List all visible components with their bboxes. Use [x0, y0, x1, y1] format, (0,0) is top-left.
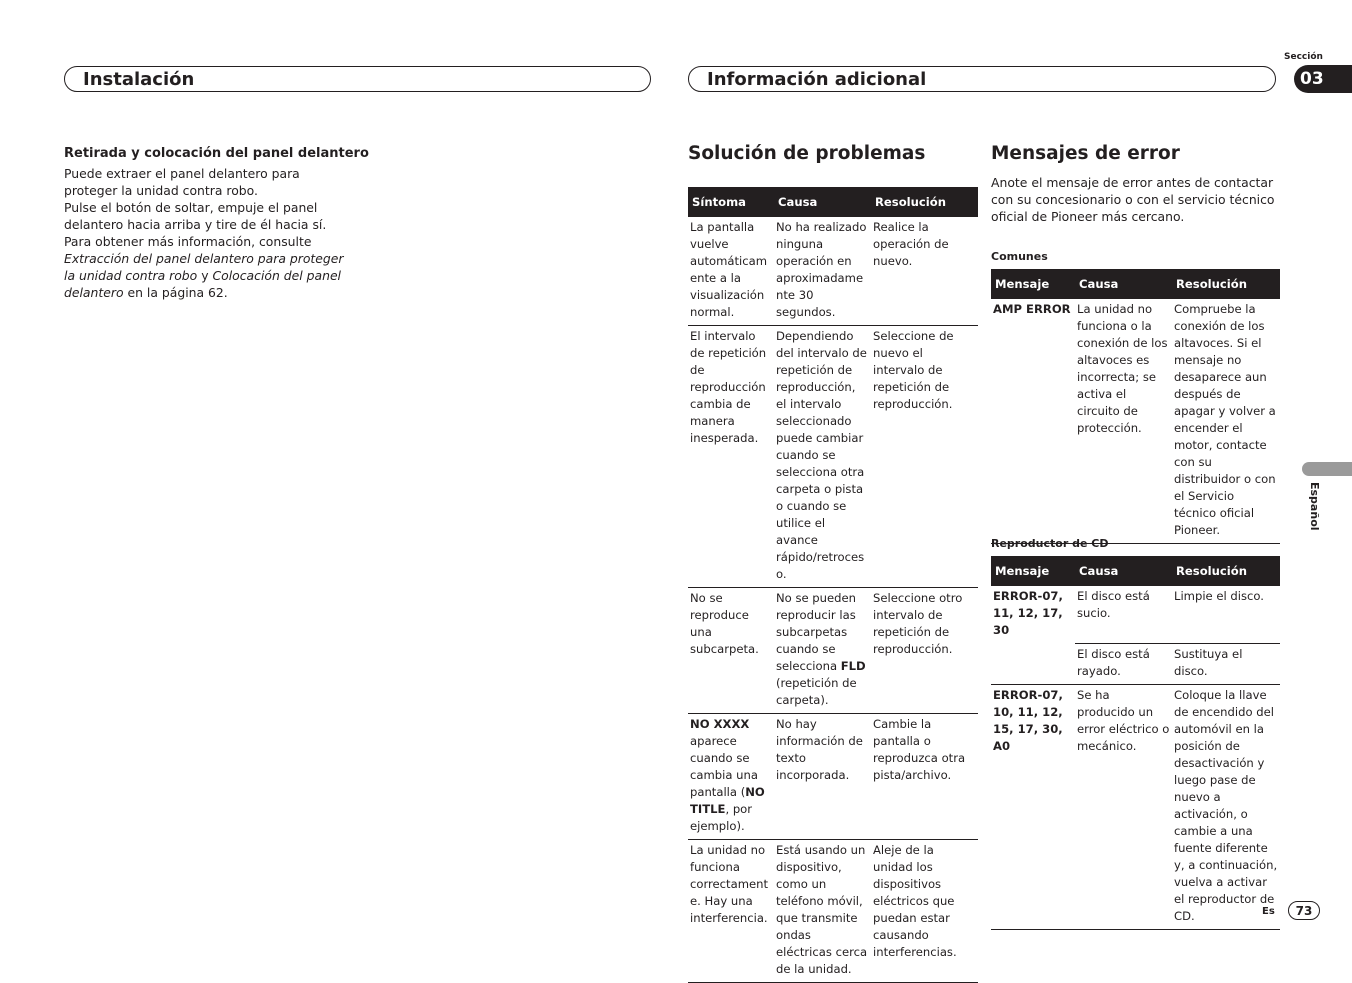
message-cell: ERROR-07, 11, 12, 17, 30	[993, 589, 1063, 637]
symptom-cell: El intervalo de repetición de reproducción cambia de manera inesperada.	[688, 326, 774, 588]
cause-text-a: No se pueden reproducir las subcarpetas cuando se selecciona	[776, 591, 856, 673]
troubleshooting-table	[688, 187, 978, 983]
link-extraccion[interactable]: Extracción del panel delantero para proteger la unidad contra robo	[64, 251, 344, 283]
common-errors-table	[991, 269, 1280, 544]
resolution-cell: Sustituya el disco.	[1172, 643, 1280, 684]
footer-language-code: Es	[1262, 906, 1275, 917]
page-number	[1288, 901, 1320, 920]
cause-cell: No hay información de texto incorporada.	[774, 714, 871, 840]
symptom-cell: La unidad no funciona correctamente. Hay una interferencia.	[688, 840, 774, 983]
cd-header-row	[991, 556, 1280, 586]
message-cell	[991, 643, 1075, 684]
resolution-cell: Limpie el disco.	[1172, 586, 1280, 643]
panel-heading: Retirada y colocación del panel delantero	[64, 146, 369, 161]
symptom-cell: No se reproduce una subcarpeta.	[688, 588, 774, 714]
panel-paragraph-2: Pulse el botón de soltar, empuje el panel delantero hacia arriba y tire de él hacia sí.	[64, 200, 327, 232]
symptom-text-d: , por ejemplo).	[690, 802, 753, 833]
common-label: Comunes	[991, 250, 1048, 263]
left-section-title-text: Instalación	[83, 68, 195, 90]
col-header-cause: Causa	[1075, 556, 1172, 586]
errors-title: Mensajes de error	[991, 143, 1180, 164]
col-header-resolution: Resolución	[1172, 269, 1280, 299]
table-row	[991, 684, 1280, 929]
cd-errors-table	[991, 556, 1280, 930]
cause-cell: Está usando un dispositivo, como un teléfono móvil, que transmite ondas eléctricas cerca de la unidad.	[774, 840, 871, 983]
table-row	[991, 586, 1280, 643]
cause-cell: No ha realizado ninguna operación en aproximadamente 30 segundos.	[774, 217, 871, 326]
resolution-cell: Aleje de la unidad los dispositivos eléctricos que puedan estar causando interferencias.	[871, 840, 978, 983]
page-number-text: 73	[1295, 903, 1313, 918]
panel-p3-text-b: y	[197, 268, 213, 283]
table-row	[688, 588, 978, 714]
section-number-badge	[1294, 65, 1352, 93]
cause-cell: La unidad no funciona o la conexión de los altavoces es incorrecta; se activa el circuito de protección.	[1075, 299, 1172, 544]
link-colocacion[interactable]: Colocación del panel delantero	[64, 268, 342, 300]
no-xxxx-label: NO XXXX	[690, 717, 750, 731]
symptom-cell	[688, 714, 774, 840]
col-header-resolution: Resolución	[1172, 556, 1280, 586]
panel-p3-text-a: Para obtener más información, consulte	[64, 234, 312, 249]
errors-intro: Anote el mensaje de error antes de contactar con su concesionario o con el servicio técnico oficial de Pioneer más cercano.	[991, 175, 1275, 224]
fld-label: FLD	[840, 659, 866, 673]
common-header-row	[991, 269, 1280, 299]
symptom-text-b: aparece cuando se cambia una pantalla (	[690, 734, 758, 799]
col-header-cause: Causa	[774, 187, 871, 217]
language-label: Español	[1308, 482, 1321, 531]
left-section-title	[64, 66, 651, 92]
col-header-cause: Causa	[1075, 269, 1172, 299]
panel-p3-text-c: en la página 62.	[123, 285, 228, 300]
message-cell: ERROR-07, 10, 11, 12, 15, 17, 30, A0	[991, 684, 1075, 929]
cause-cell: El disco está sucio.	[1075, 586, 1172, 643]
table-row	[991, 299, 1280, 544]
col-header-resolution: Resolución	[871, 187, 978, 217]
table-row	[991, 643, 1280, 684]
resolution-cell: Cambie la pantalla o reproduzca otra pista/archivo.	[871, 714, 978, 840]
col-header-symptom: Síntoma	[688, 187, 774, 217]
cause-cell: Dependiendo del intervalo de repetición de reproducción, el intervalo seleccionado puede cambiar cuando se selecciona otra carpeta o pista o cuando se utilice el avance rápido/retroceso.	[774, 326, 871, 588]
message-cell: AMP ERROR	[991, 299, 1075, 544]
troubleshooting-header-row	[688, 187, 978, 217]
resolution-cell: Realice la operación de nuevo.	[871, 217, 978, 326]
cd-player-label: Reproductor de CD	[991, 537, 1109, 550]
panel-instructions	[64, 165, 354, 301]
panel-paragraph-1: Puede extraer el panel delantero para proteger la unidad contra robo.	[64, 166, 300, 198]
section-number: 03	[1300, 69, 1324, 89]
right-section-title-text: Información adicional	[707, 68, 927, 90]
right-section-title	[688, 66, 1276, 92]
table-row	[688, 714, 978, 840]
resolution-cell: Compruebe la conexión de los altavoces. Si el mensaje no desaparece aun después de apagar y volver a encender el motor, contacte con su distribuidor o con el Servicio técnico oficial Pioneer.	[1172, 299, 1280, 544]
section-label: Sección	[1284, 52, 1323, 62]
table-row	[688, 217, 978, 326]
table-row	[688, 326, 978, 588]
cause-cell: Se ha producido un error eléctrico o mecánico.	[1075, 684, 1172, 929]
table-row	[688, 840, 978, 983]
cause-cell: El disco está rayado.	[1075, 643, 1172, 684]
symptom-cell: La pantalla vuelve automáticamente a la visualización normal.	[688, 217, 774, 326]
troubleshooting-title: Solución de problemas	[688, 143, 926, 164]
panel-paragraph-3	[64, 233, 354, 301]
language-tab	[1302, 462, 1352, 476]
cause-cell	[774, 588, 871, 714]
col-header-message: Mensaje	[991, 556, 1075, 586]
col-header-message: Mensaje	[991, 269, 1075, 299]
cause-text-c: (repetición de carpeta).	[776, 676, 857, 707]
resolution-cell: Seleccione de nuevo el intervalo de repetición de reproducción.	[871, 326, 978, 588]
resolution-cell: Seleccione otro intervalo de repetición de reproducción.	[871, 588, 978, 714]
resolution-cell: Coloque la llave de encendido del automóvil en la posición de desactivación y luego pase de nuevo a activación, o cambie a una fuente diferente y, a continuación, vuelva a activar el reproductor de CD.	[1172, 684, 1280, 929]
no-title-label: NO TITLE	[690, 785, 765, 816]
